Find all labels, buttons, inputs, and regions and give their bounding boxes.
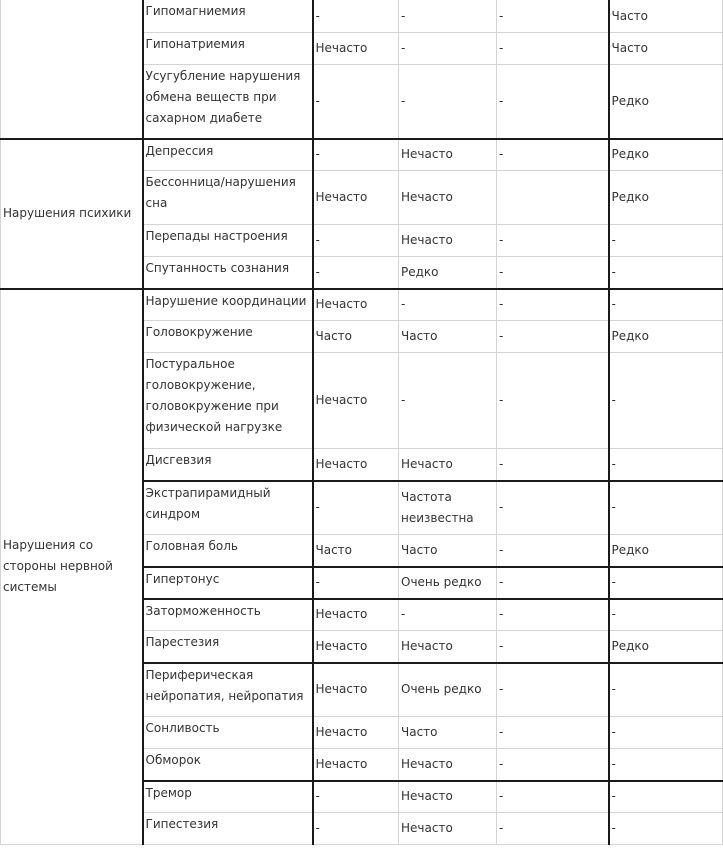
frequency-cell-c2: Нечасто: [399, 749, 497, 781]
frequency-cell-c3: -: [497, 567, 609, 599]
event-name-cell: Головокружение: [143, 321, 313, 353]
frequency-cell-c3: -: [497, 663, 609, 717]
event-name-cell: Спутанность сознания: [143, 257, 313, 289]
frequency-cell-c3: -: [497, 781, 609, 813]
event-name-cell: Депрессия: [143, 139, 313, 171]
frequency-cell-c2: -: [399, 33, 497, 65]
frequency-cell-c3: -: [497, 289, 609, 321]
frequency-cell-c2: Очень редко: [399, 663, 497, 717]
frequency-cell-c1: Нечасто: [313, 171, 399, 225]
event-name-cell: Гипестезия: [143, 813, 313, 845]
event-name-cell: Перепады настроения: [143, 225, 313, 257]
frequency-cell-c3: -: [497, 535, 609, 567]
frequency-cell-c3: -: [497, 225, 609, 257]
frequency-cell-c4: -: [609, 481, 723, 535]
frequency-cell-c4: -: [609, 749, 723, 781]
frequency-cell-c2: Частота неизвестна: [399, 481, 497, 535]
event-name-cell: Гипомагниемия: [143, 0, 313, 33]
frequency-cell-c2: Нечасто: [399, 139, 497, 171]
group-name-cell: [1, 0, 143, 139]
group-name-cell: Нарушения со стороны нервной системы: [1, 289, 143, 845]
frequency-cell-c4: -: [609, 599, 723, 631]
frequency-cell-c1: Нечасто: [313, 33, 399, 65]
frequency-cell-c1: Нечасто: [313, 599, 399, 631]
frequency-cell-c4: Редко: [609, 139, 723, 171]
frequency-cell-c4: -: [609, 813, 723, 845]
frequency-cell-c1: Нечасто: [313, 631, 399, 663]
event-name-cell: Обморок: [143, 749, 313, 781]
event-name-cell: Тремор: [143, 781, 313, 813]
frequency-cell-c1: -: [313, 481, 399, 535]
frequency-cell-c4: Редко: [609, 321, 723, 353]
frequency-cell-c2: -: [399, 353, 497, 449]
event-name-cell: Гипонатриемия: [143, 33, 313, 65]
frequency-cell-c4: Редко: [609, 631, 723, 663]
frequency-cell-c1: Нечасто: [313, 749, 399, 781]
frequency-cell-c1: Нечасто: [313, 717, 399, 749]
frequency-cell-c4: Редко: [609, 171, 723, 225]
frequency-cell-c1: -: [313, 567, 399, 599]
frequency-cell-c3: [497, 171, 609, 225]
frequency-cell-c3: -: [497, 0, 609, 33]
frequency-cell-c2: -: [399, 0, 497, 33]
frequency-cell-c2: Часто: [399, 321, 497, 353]
event-name-cell: Постуральное головокружение, головокружение при физической нагрузке: [143, 353, 313, 449]
frequency-cell-c3: -: [497, 257, 609, 289]
event-name-cell: Усугубление нарушения обмена веществ при сахарном диабете: [143, 65, 313, 139]
frequency-cell-c1: Нечасто: [313, 289, 399, 321]
frequency-cell-c4: -: [609, 225, 723, 257]
frequency-cell-c4: -: [609, 257, 723, 289]
frequency-cell-c2: Нечасто: [399, 631, 497, 663]
frequency-cell-c1: -: [313, 65, 399, 139]
frequency-cell-c3: -: [497, 599, 609, 631]
table-body: [1, 0, 723, 845]
frequency-cell-c2: -: [399, 289, 497, 321]
frequency-cell-c2: Нечасто: [399, 813, 497, 845]
frequency-cell-c3: -: [497, 321, 609, 353]
frequency-cell-c4: Редко: [609, 535, 723, 567]
frequency-cell-c1: -: [313, 813, 399, 845]
frequency-cell-c1: Часто: [313, 535, 399, 567]
frequency-cell-c4: -: [609, 567, 723, 599]
frequency-cell-c3: -: [497, 749, 609, 781]
frequency-cell-c1: -: [313, 139, 399, 171]
frequency-cell-c1: -: [313, 225, 399, 257]
frequency-cell-c3: -: [497, 65, 609, 139]
frequency-cell-c3: -: [497, 813, 609, 845]
event-name-cell: Гипертонус: [143, 567, 313, 599]
frequency-cell-c1: Нечасто: [313, 353, 399, 449]
group-name-cell: Нарушения психики: [1, 139, 143, 289]
table-row: [1, 289, 723, 321]
event-name-cell: Нарушение координации: [143, 289, 313, 321]
event-name-cell: Головная боль: [143, 535, 313, 567]
frequency-cell-c4: -: [609, 353, 723, 449]
event-name-cell: Парестезия: [143, 631, 313, 663]
event-name-cell: Сонливость: [143, 717, 313, 749]
event-name-cell: Заторможенность: [143, 599, 313, 631]
frequency-cell-c3: -: [497, 481, 609, 535]
frequency-cell-c4: -: [609, 717, 723, 749]
frequency-cell-c4: Редко: [609, 65, 723, 139]
frequency-cell-c2: Часто: [399, 535, 497, 567]
frequency-cell-c1: -: [313, 0, 399, 33]
frequency-cell-c2: Очень редко: [399, 567, 497, 599]
frequency-cell-c2: Часто: [399, 717, 497, 749]
frequency-cell-c1: Нечасто: [313, 449, 399, 481]
frequency-cell-c3: -: [497, 449, 609, 481]
table-row: [1, 0, 723, 33]
frequency-cell-c4: -: [609, 449, 723, 481]
frequency-cell-c3: -: [497, 631, 609, 663]
frequency-cell-c2: Редко: [399, 257, 497, 289]
frequency-cell-c1: Нечасто: [313, 663, 399, 717]
frequency-cell-c4: -: [609, 663, 723, 717]
frequency-cell-c2: -: [399, 65, 497, 139]
frequency-cell-c4: -: [609, 781, 723, 813]
frequency-cell-c3: -: [497, 33, 609, 65]
frequency-cell-c1: -: [313, 781, 399, 813]
frequency-cell-c2: Нечасто: [399, 449, 497, 481]
frequency-cell-c2: Нечасто: [399, 171, 497, 225]
frequency-cell-c2: Нечасто: [399, 225, 497, 257]
frequency-cell-c2: Нечасто: [399, 781, 497, 813]
event-name-cell: Дисгевзия: [143, 449, 313, 481]
table-row: [1, 139, 723, 171]
frequency-cell-c1: -: [313, 257, 399, 289]
frequency-cell-c3: -: [497, 139, 609, 171]
event-name-cell: Экстрапирамидный синдром: [143, 481, 313, 535]
frequency-cell-c3: -: [497, 717, 609, 749]
frequency-cell-c4: -: [609, 289, 723, 321]
frequency-cell-c1: Часто: [313, 321, 399, 353]
frequency-cell-c2: -: [399, 599, 497, 631]
frequency-cell-c4: Часто: [609, 0, 723, 33]
event-name-cell: Периферическая нейропатия, нейропатия: [143, 663, 313, 717]
frequency-cell-c4: Часто: [609, 33, 723, 65]
frequency-cell-c3: -: [497, 353, 609, 449]
event-name-cell: Бессонница/нарушения сна: [143, 171, 313, 225]
